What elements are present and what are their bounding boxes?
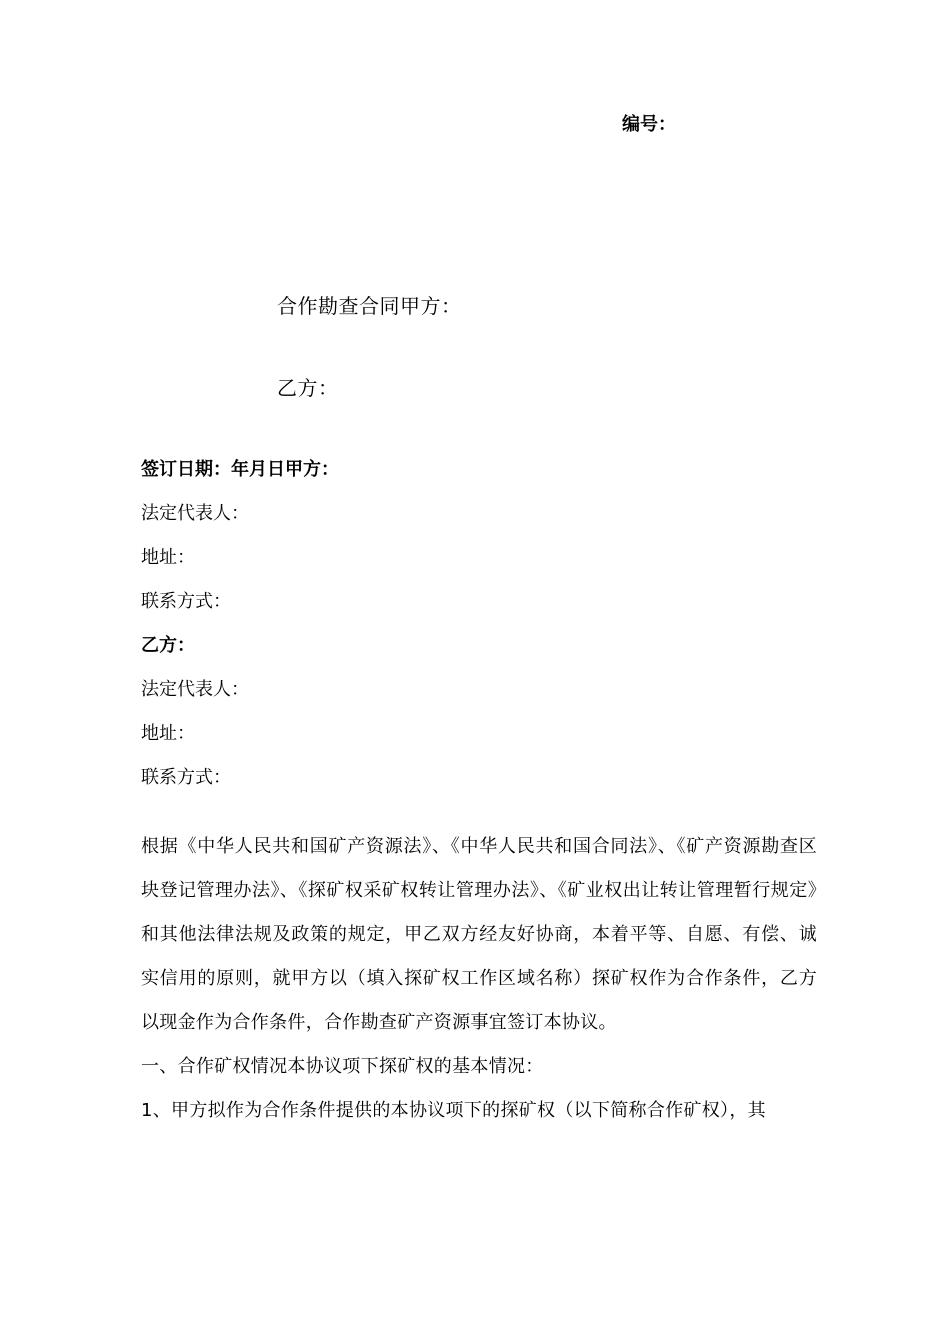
document-number-label: 编号： xyxy=(622,114,676,135)
party-a-address-field: 地址： xyxy=(141,547,195,568)
contract-body xyxy=(141,825,817,1133)
party-b-legal-rep-field: 法定代表人： xyxy=(141,679,249,700)
party-a-legal-rep-field: 法定代表人： xyxy=(141,503,249,524)
party-b-contact-field: 联系方式： xyxy=(141,767,231,788)
section-one-heading: 一、合作矿权情况本协议项下探矿权的基本情况： xyxy=(141,1056,544,1077)
preamble-paragraph: 根据《中华人民共和国矿产资源法》、《中华人民共和国合同法》、《矿产资源勘查区块登记管理办法》、《探矿权采矿权转让管理办法》、《矿业权出让转让管理暂行规定》和其他法律法规及政策的规定，甲乙双方经友好协商，本着平等、自愿、有偿、诚实信用的原则，就甲方以（填入探矿权工作区域名称）探矿权作为合作条件，乙方以现金作为合作条件，合作勘查矿产资源事宜签订本协议。 xyxy=(141,836,817,1033)
contract-title-party-b: 乙方： xyxy=(277,376,339,400)
contract-title-party-a: 合作勘查合同甲方： xyxy=(277,294,462,318)
party-b-address-field: 地址： xyxy=(141,723,195,744)
clause-one-paragraph: 1、甲方拟作为合作条件提供的本协议项下的探矿权（以下简称合作矿权），其 xyxy=(141,1100,766,1121)
party-b-heading: 乙方： xyxy=(141,635,195,656)
party-a-contact-field: 联系方式： xyxy=(141,591,231,612)
signing-date-party-a-heading: 签订日期：年月日甲方： xyxy=(141,459,339,480)
